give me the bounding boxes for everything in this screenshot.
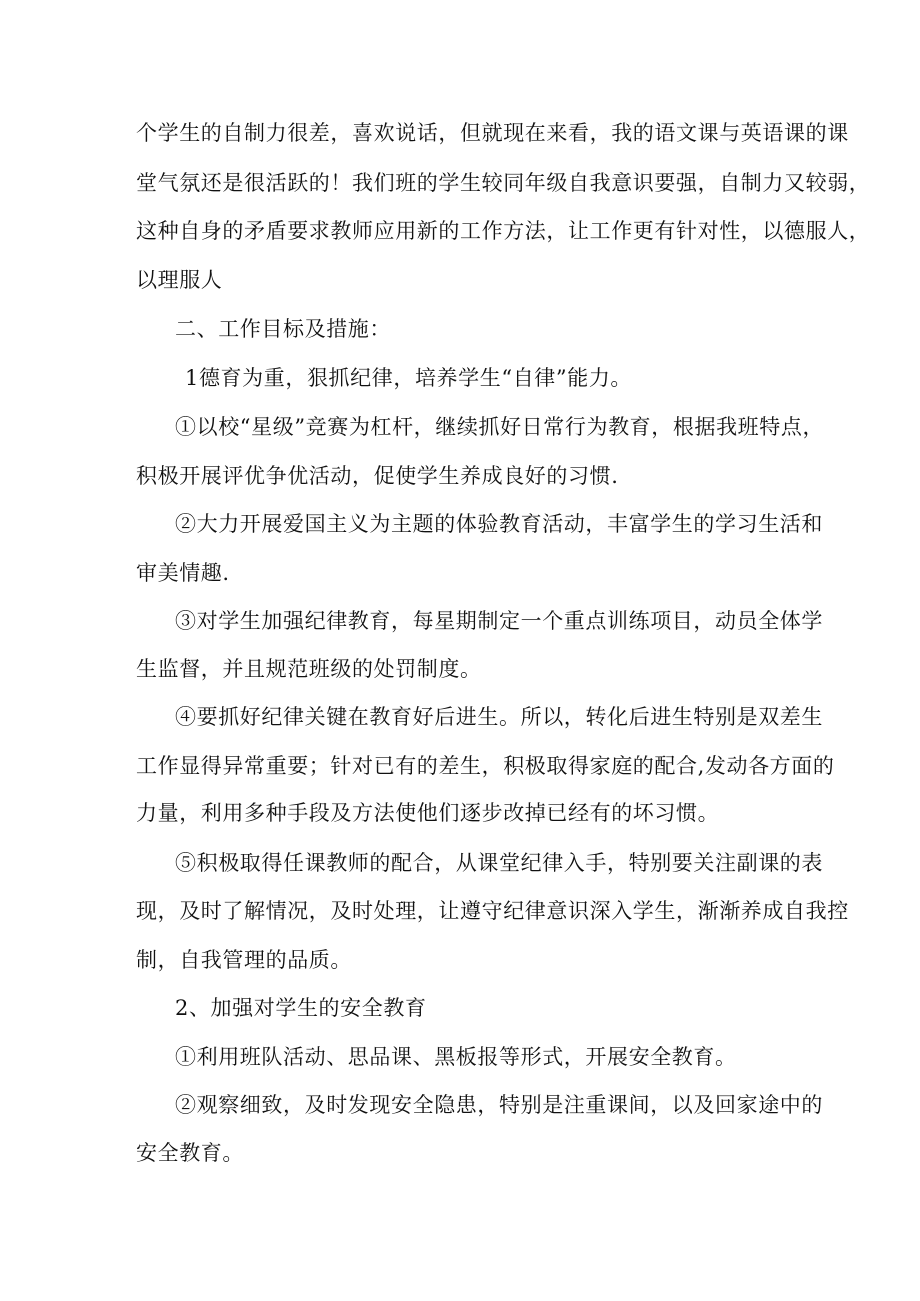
text-line-7: ①以校“星级”竞赛为杠杆，继续抓好日常行为教育，根据我班特点， bbox=[175, 415, 825, 439]
text-line-13: ④要抓好纪律关键在教育好后进生。所以，转化后进生特别是双差生 bbox=[175, 705, 823, 729]
text-line-12: 生监督，并且规范班级的处罚制度。 bbox=[136, 657, 482, 681]
text-line-18: 制，自我管理的品质。 bbox=[136, 948, 352, 972]
text-line-2: 堂气氛还是很活跃的！我们班的学生较同年级自我意识要强，自制力又较弱， bbox=[136, 171, 871, 195]
text-line-4: 以理服人 bbox=[136, 268, 223, 292]
text-line-20: ①利用班队活动、思品课、黑板报等形式，开展安全教育。 bbox=[175, 1045, 737, 1069]
subheading-1: 1德育为重，狠抓纪律，培养学生“自律”能力。 bbox=[185, 366, 633, 390]
text-line-9: ②大力开展爱国主义为主题的体验教育活动，丰富学生的学习生活和 bbox=[175, 512, 823, 536]
text-line-8: 积极开展评优争优活动，促使学生养成良好的习惯. bbox=[136, 464, 619, 488]
text-line-22: 安全教育。 bbox=[136, 1141, 244, 1165]
subheading-2: 2、加强对学生的安全教育 bbox=[175, 996, 427, 1020]
text-line-15: 力量，利用多种手段及方法使他们逐步改掉已经有的坏习惯。 bbox=[136, 801, 720, 825]
text-line-21: ②观察细致，及时发现安全隐患，特别是注重课间，以及回家途中的 bbox=[175, 1093, 823, 1117]
text-line-11: ③对学生加强纪律教育，每星期制定一个重点训练项目，动员全体学 bbox=[175, 609, 823, 633]
text-line-3: 这种自身的矛盾要求教师应用新的工作方法，让工作更有针对性，以德服人， bbox=[136, 219, 871, 243]
text-line-14: 工作显得异常重要；针对已有的差生，积极取得家庭的配合,发动各方面的 bbox=[136, 754, 835, 778]
text-line-17: 现，及时了解情况，及时处理，让遵守纪律意识深入学生，渐渐养成自我控 bbox=[136, 899, 849, 923]
text-line-1: 个学生的自制力很差，喜欢说话，但就现在来看，我的语文课与英语课的课 bbox=[136, 121, 849, 145]
section-heading: 二、工作目标及措施： bbox=[175, 317, 391, 341]
text-line-10: 审美情趣. bbox=[136, 561, 230, 585]
text-line-16: ⑤积极取得任课教师的配合，从课堂纪律入手，特别要关注副课的表 bbox=[175, 851, 823, 875]
